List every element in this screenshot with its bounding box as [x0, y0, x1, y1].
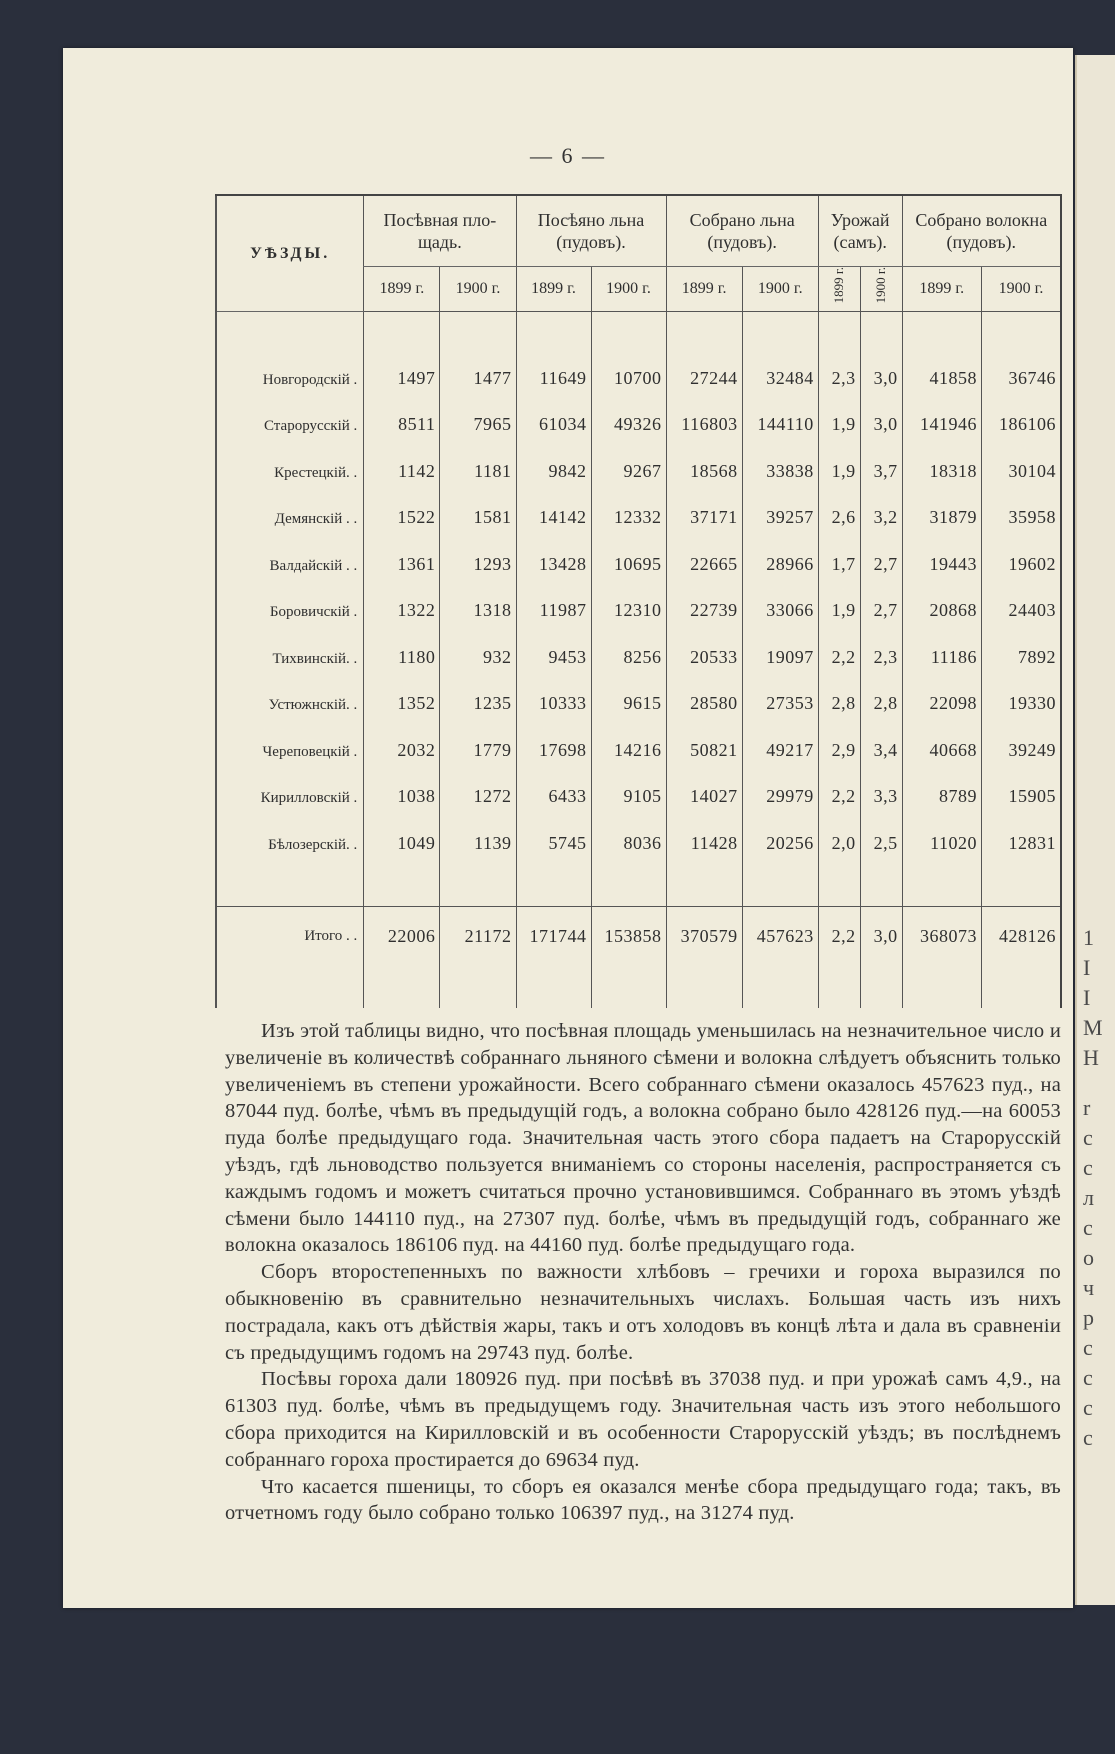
column-group-header: Собрано волокна (пудовъ).	[902, 195, 1061, 267]
adjacent-page-fragment: л	[1083, 1185, 1094, 1210]
table-cell: 1352	[364, 671, 440, 718]
adjacent-page-edge	[1075, 55, 1115, 1605]
table-cell: 1,7	[818, 531, 860, 578]
table-cell: 1139	[440, 810, 516, 857]
table-cell: 17698	[516, 717, 591, 764]
table-row	[216, 531, 1061, 578]
table-cell: 1,9	[818, 438, 860, 485]
table-cell: 37171	[666, 485, 742, 532]
table-cell: 18568	[666, 438, 742, 485]
table-row	[216, 671, 1061, 718]
body-text	[225, 1018, 1061, 1527]
table-row	[216, 438, 1061, 485]
district-name: Боровичскій .	[216, 578, 364, 625]
column-group-header: Урожай (самъ).	[818, 195, 902, 267]
year-header-vertical: 1900 г.	[873, 267, 889, 304]
table-cell: 6433	[516, 764, 591, 811]
district-name: Демянскій . .	[216, 485, 364, 532]
year-header: 1899 г.	[516, 267, 591, 312]
table-cell: 141946	[902, 392, 981, 439]
table-cell: 24403	[982, 578, 1062, 625]
table-cell: 8511	[364, 392, 440, 439]
table-cell: 21172	[440, 906, 516, 967]
table-cell: 10695	[591, 531, 666, 578]
table-row	[216, 717, 1061, 764]
table-body	[216, 312, 1061, 1008]
year-header: 1899 г.	[902, 267, 981, 312]
table-cell: 20868	[902, 578, 981, 625]
table-cell: 1181	[440, 438, 516, 485]
total-row	[216, 906, 1061, 967]
table-cell: 1318	[440, 578, 516, 625]
table-cell: 144110	[742, 392, 818, 439]
table-cell: 27244	[666, 345, 742, 392]
table-cell: 11020	[902, 810, 981, 857]
table-cell: 1038	[364, 764, 440, 811]
table-cell: 368073	[902, 906, 981, 967]
district-name: Валдайскій . .	[216, 531, 364, 578]
adjacent-page-fragment: o	[1083, 1245, 1094, 1270]
table-cell: 20256	[742, 810, 818, 857]
table-row	[216, 392, 1061, 439]
table-cell: 1779	[440, 717, 516, 764]
table-cell: 2,7	[860, 531, 902, 578]
table-cell: 3,7	[860, 438, 902, 485]
table-cell: 1049	[364, 810, 440, 857]
table-cell: 2,5	[860, 810, 902, 857]
table-cell: 28966	[742, 531, 818, 578]
table-cell: 19602	[982, 531, 1062, 578]
adjacent-page-fragment: c	[1083, 1125, 1093, 1150]
table-cell: 39257	[742, 485, 818, 532]
spacer-row	[216, 967, 1061, 1008]
adjacent-page-fragment: c	[1083, 1395, 1093, 1420]
table-cell: 15905	[982, 764, 1062, 811]
table-cell: 50821	[666, 717, 742, 764]
table-cell: 457623	[742, 906, 818, 967]
table-cell: 14216	[591, 717, 666, 764]
table-cell: 8256	[591, 624, 666, 671]
table-cell: 9105	[591, 764, 666, 811]
document-page	[63, 48, 1073, 1608]
table-cell: 10700	[591, 345, 666, 392]
table-cell: 32484	[742, 345, 818, 392]
year-header: 1900 г.	[742, 267, 818, 312]
adjacent-page-fragment: c	[1083, 1155, 1093, 1180]
adjacent-page-fragment: c	[1083, 1425, 1093, 1450]
district-name: Тихвинскій. .	[216, 624, 364, 671]
table-cell: 61034	[516, 392, 591, 439]
year-header	[860, 267, 902, 312]
table-cell: 2,6	[818, 485, 860, 532]
adjacent-page-fragment: 1	[1083, 925, 1094, 950]
table-cell: 1180	[364, 624, 440, 671]
table-cell: 116803	[666, 392, 742, 439]
table-cell: 153858	[591, 906, 666, 967]
table-cell: 9453	[516, 624, 591, 671]
table-cell: 8789	[902, 764, 981, 811]
table-cell: 19097	[742, 624, 818, 671]
column-group-header: Посѣвная пло-щадь.	[364, 195, 516, 267]
table-cell: 171744	[516, 906, 591, 967]
table-cell: 40668	[902, 717, 981, 764]
table-cell: 1497	[364, 345, 440, 392]
table-cell: 49326	[591, 392, 666, 439]
table-cell: 2,0	[818, 810, 860, 857]
table-cell: 35958	[982, 485, 1062, 532]
district-name: Кирилловскій .	[216, 764, 364, 811]
table-cell: 11186	[902, 624, 981, 671]
year-header: 1899 г.	[364, 267, 440, 312]
table-cell: 2,2	[818, 764, 860, 811]
adjacent-page-fragment: p	[1083, 1305, 1094, 1330]
table-cell: 12831	[982, 810, 1062, 857]
year-header: 1900 г.	[591, 267, 666, 312]
table-cell: 14027	[666, 764, 742, 811]
adjacent-page-fragment: r	[1083, 1095, 1091, 1120]
table-cell: 2,8	[860, 671, 902, 718]
year-header: 1900 г.	[982, 267, 1062, 312]
table-cell: 1,9	[818, 392, 860, 439]
table-cell: 9842	[516, 438, 591, 485]
table-cell: 2,2	[818, 624, 860, 671]
district-name: Крестецкій. .	[216, 438, 364, 485]
table-cell: 33838	[742, 438, 818, 485]
paragraph: Изъ этой таблицы видно, что посѣвная площадь уменьшилась на незначительное число и увеличеніе въ количествѣ собраннаго льняного сѣмени и волокна слѣдуетъ объяснить только увеличеніемъ въ степени урожайности. Всего собраннаго сѣмени оказалось 457623 пуд., на 87044 пуд. болѣе, чѣмъ въ предыдущій годъ, а волокна собрано было 428126 пуд.—на 60053 пуда болѣе предыдущаго года. Значительная часть этого сбора падаетъ на Старорусскій уѣздъ, гдѣ льноводство пользуется вниманіемъ со стороны населенія, распространяется съ каждымъ годомъ и можетъ считаться прочно установившимся. Собраннаго въ этомъ уѣздѣ сѣмени было 144110 пуд., на 27307 пуд. болѣе, чѣмъ въ предыдущій годъ, собраннаго же волокна оказалось 186106 пуд. на 44160 пуд. болѣе предыдущаго года.	[225, 1020, 1061, 1257]
table-cell: 1361	[364, 531, 440, 578]
table-cell: 1142	[364, 438, 440, 485]
table-cell: 11649	[516, 345, 591, 392]
table-cell: 2,3	[818, 345, 860, 392]
table-cell: 49217	[742, 717, 818, 764]
district-column-header: УѢЗДЫ.	[216, 195, 364, 312]
district-name: Череповецкій .	[216, 717, 364, 764]
adjacent-page-fragment: M	[1083, 1015, 1103, 1040]
adjacent-page-fragment: I	[1083, 955, 1091, 980]
table-cell: 370579	[666, 906, 742, 967]
district-name: Итого . .	[216, 906, 364, 967]
table-cell: 1,9	[818, 578, 860, 625]
table-cell: 7965	[440, 392, 516, 439]
table-cell: 7892	[982, 624, 1062, 671]
year-header: 1899 г.	[666, 267, 742, 312]
year-header: 1900 г.	[440, 267, 516, 312]
table-cell: 2032	[364, 717, 440, 764]
table-cell: 3,4	[860, 717, 902, 764]
table-row	[216, 485, 1061, 532]
table-cell: 13428	[516, 531, 591, 578]
district-name: Устюжнскій. .	[216, 671, 364, 718]
table-row	[216, 578, 1061, 625]
table-cell: 8036	[591, 810, 666, 857]
table-cell: 1522	[364, 485, 440, 532]
table-cell: 22665	[666, 531, 742, 578]
table-cell: 22739	[666, 578, 742, 625]
column-group-header: Посѣяно льна (пудовъ).	[516, 195, 666, 267]
table-cell: 10333	[516, 671, 591, 718]
table-cell: 1293	[440, 531, 516, 578]
table-row	[216, 345, 1061, 392]
table-cell: 36746	[982, 345, 1062, 392]
table-cell: 11987	[516, 578, 591, 625]
table-cell: 2,2	[818, 906, 860, 967]
table-row	[216, 624, 1061, 671]
table-cell: 1581	[440, 485, 516, 532]
district-name: Бѣлозерскій. .	[216, 810, 364, 857]
table-cell: 2,8	[818, 671, 860, 718]
table-cell: 28580	[666, 671, 742, 718]
table-cell: 3,3	[860, 764, 902, 811]
table-cell: 3,0	[860, 392, 902, 439]
district-name: Новгородскій .	[216, 345, 364, 392]
table-cell: 932	[440, 624, 516, 671]
table-row	[216, 764, 1061, 811]
table-cell: 5745	[516, 810, 591, 857]
table-cell: 19330	[982, 671, 1062, 718]
table-cell: 2,7	[860, 578, 902, 625]
table-cell: 12332	[591, 485, 666, 532]
table-cell: 30104	[982, 438, 1062, 485]
paragraph: Сборъ второстепенныхъ по важности хлѣбовъ – гречихи и гороха выразился по обыкновенію въ сравнительно незначительныхъ числахъ. Большая часть изъ нихъ пострадала, какъ отъ дѣйствія жары, такъ и отъ холодовъ въ концѣ лѣта и дала въ сравненіи съ предыдущимъ годомъ на 29743 пуд. болѣе.	[225, 1261, 1061, 1364]
spacer-row	[216, 312, 1061, 346]
district-name: Старорусскій .	[216, 392, 364, 439]
table-cell: 19443	[902, 531, 981, 578]
table-cell: 18318	[902, 438, 981, 485]
year-header	[818, 267, 860, 312]
table-cell: 9615	[591, 671, 666, 718]
table-cell: 1272	[440, 764, 516, 811]
table-cell: 29979	[742, 764, 818, 811]
table-cell: 14142	[516, 485, 591, 532]
year-header-vertical: 1899 г.	[831, 267, 847, 304]
table-cell: 33066	[742, 578, 818, 625]
page-number: — 6 —	[530, 143, 606, 168]
table-cell: 3,0	[860, 906, 902, 967]
flax-statistics-table	[215, 194, 1062, 1008]
adjacent-page-fragment: c	[1083, 1365, 1093, 1390]
paragraph: Что касается пшеницы, то сборъ ея оказался менѣе сбора предыдущаго года; такъ, въ отчетномъ году было собрано только 106397 пуд., на 31274 пуд.	[225, 1475, 1061, 1525]
table-cell: 9267	[591, 438, 666, 485]
table-cell: 3,0	[860, 345, 902, 392]
adjacent-page-fragment: ч	[1083, 1275, 1095, 1300]
table-cell: 2,9	[818, 717, 860, 764]
table-cell: 11428	[666, 810, 742, 857]
table-cell: 41858	[902, 345, 981, 392]
adjacent-page-fragment: H	[1083, 1045, 1099, 1070]
table-cell: 39249	[982, 717, 1062, 764]
table-cell: 428126	[982, 906, 1062, 967]
table-cell: 1477	[440, 345, 516, 392]
table-cell: 186106	[982, 392, 1062, 439]
table-cell: 1322	[364, 578, 440, 625]
table-cell: 22098	[902, 671, 981, 718]
table-cell: 27353	[742, 671, 818, 718]
table-cell: 22006	[364, 906, 440, 967]
spacer-row	[216, 857, 1061, 907]
adjacent-page-fragment: c	[1083, 1335, 1093, 1360]
table-cell: 12310	[591, 578, 666, 625]
table-cell: 2,3	[860, 624, 902, 671]
table-row	[216, 810, 1061, 857]
table-cell: 20533	[666, 624, 742, 671]
table-cell: 3,2	[860, 485, 902, 532]
table-cell: 31879	[902, 485, 981, 532]
table-cell: 1235	[440, 671, 516, 718]
adjacent-page-fragment: c	[1083, 1215, 1093, 1240]
column-group-header: Собрано льна (пудовъ).	[666, 195, 818, 267]
paragraph: Посѣвы гороха дали 180926 пуд. при посѣвѣ въ 37038 пуд. и при урожаѣ самъ 4,9., на 61303 пуд. болѣе, чѣмъ въ предыдущемъ году. Значительная часть изъ этого небольшого сбора приходится на Кирилловскій и въ особенности Старорусскій уѣздъ; въ послѣднемъ собраннаго гороха простирается до 69634 пуд.	[225, 1368, 1061, 1471]
adjacent-page-fragment: I	[1083, 985, 1091, 1010]
